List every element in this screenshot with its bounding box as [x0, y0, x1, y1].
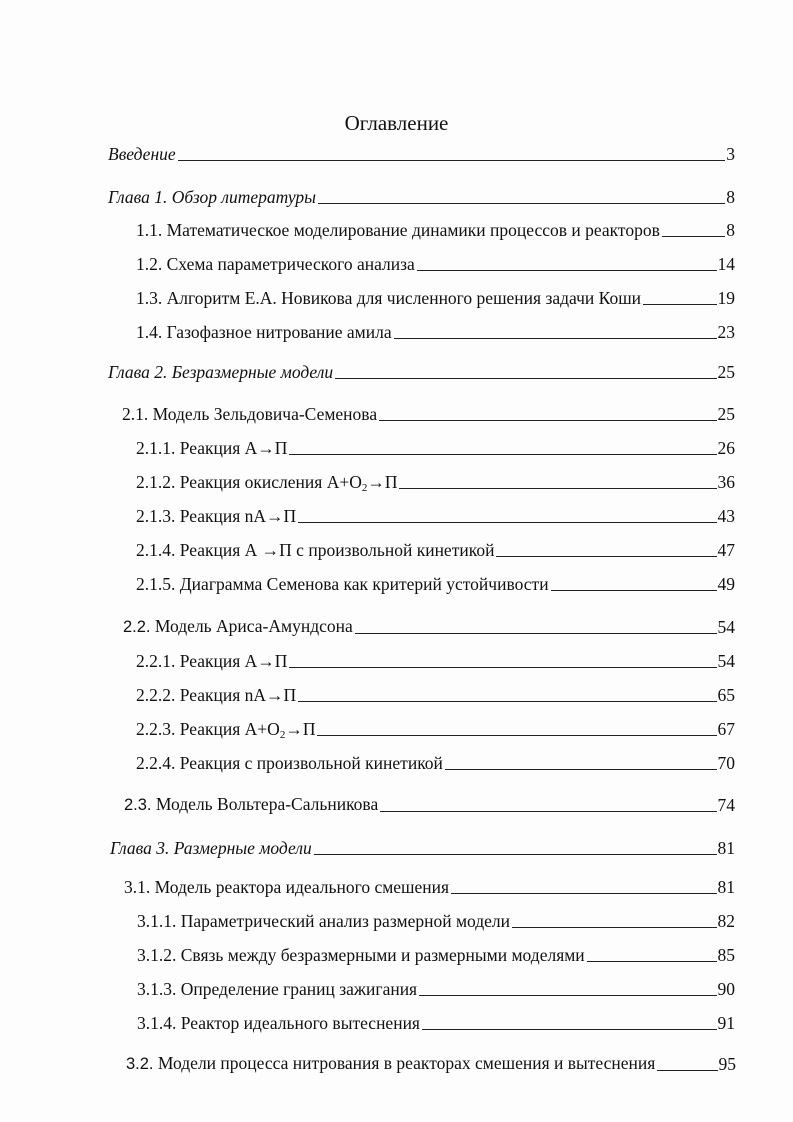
- toc-entry-2-2-1[interactable]: [136, 648, 735, 672]
- toc-entry-label: Глава 2. Безразмерные модели: [108, 362, 334, 382]
- toc-leader-line: [380, 811, 716, 812]
- toc-entry-1-3[interactable]: [136, 285, 735, 309]
- toc-page-number: 3: [726, 144, 735, 164]
- toc-leader-line: [289, 667, 716, 668]
- toc-entry-label: 3.1.4. Реактор идеального вытеснения: [137, 1013, 420, 1033]
- toc-page-number: 70: [717, 753, 735, 773]
- toc-page-number: 49: [717, 574, 735, 594]
- toc-page-number: 82: [717, 911, 735, 931]
- toc-entry-introduction[interactable]: [108, 141, 735, 165]
- toc-entry-label: 2.1.5. Диаграмма Семенова как критерий устойчивости: [136, 574, 549, 594]
- toc-page-number: 25: [717, 404, 735, 424]
- toc-entry-chapter-2[interactable]: [108, 359, 735, 383]
- toc-entry-label: 2.1.2. Реакция окисления $А+O_2\to П$: [136, 472, 398, 494]
- toc-page-number: 74: [717, 795, 735, 815]
- toc-page-number: 85: [717, 945, 735, 965]
- toc-entry-label: 2.1.4. Реакция А →П с произвольной кинетикой: [136, 540, 495, 560]
- toc-leader-line: [496, 556, 716, 557]
- toc-leader-line: [399, 488, 716, 489]
- toc-entry-label: 2.1. Модель Зельдовича-Семенова: [122, 404, 378, 424]
- toc-page-number: 14: [717, 254, 735, 274]
- toc-entry-label: 2.2.1. Реакция А→П: [136, 651, 288, 671]
- toc-entry-chapter-1[interactable]: [108, 184, 735, 208]
- toc-entry-2-1[interactable]: [122, 401, 735, 425]
- toc-page-number: 54: [717, 651, 735, 671]
- toc-leader-line: [314, 854, 717, 855]
- toc-leader-line: [379, 420, 716, 421]
- toc-entry-label: 2.2.2. Реакция nA→П: [136, 685, 297, 705]
- toc-leader-line: [662, 236, 725, 237]
- toc-leader-line: [289, 454, 716, 455]
- toc-leader-line: [298, 701, 716, 702]
- toc-entry-label: 1.4. Газофазное нитрование амила: [136, 322, 392, 342]
- toc-leader-line: [417, 270, 717, 271]
- toc-entry-label: 3.1.3. Определение границ зажигания: [137, 979, 418, 999]
- toc-leader-line: [317, 735, 716, 736]
- toc-entry-2-1-5[interactable]: [136, 571, 735, 595]
- toc-entry-2-1-3[interactable]: [136, 503, 735, 527]
- toc-entry-1-2[interactable]: [136, 251, 735, 275]
- toc-entry-2-2-2[interactable]: [136, 682, 735, 706]
- toc-entry-label: 2.2.3. Реакция $А+O_2\to П$: [136, 719, 316, 741]
- toc-entry-2-2-3[interactable]: [136, 716, 735, 740]
- toc-entry-3-1-1[interactable]: [137, 908, 735, 932]
- toc-entry-1-4[interactable]: [136, 319, 735, 343]
- toc-page-number: 95: [718, 1054, 736, 1074]
- toc-leader-line: [657, 1070, 717, 1071]
- toc-leader-line: [445, 769, 717, 770]
- toc-page-number: 8: [726, 220, 735, 240]
- toc-entry-2-2-4[interactable]: [136, 750, 735, 774]
- toc-page-number: 25: [717, 362, 735, 382]
- toc-entry-2-3[interactable]: [124, 792, 735, 816]
- toc-page-number: 81: [717, 877, 735, 897]
- toc-entry-3-2[interactable]: [126, 1051, 736, 1075]
- toc-entry-label: 1.3. Алгоритм Е.А. Новикова для численного решения задачи Коши: [136, 288, 642, 308]
- toc-entry-label: 2.2. Модель Ариса-Амундсона: [123, 616, 353, 636]
- toc-entry-label: 3.2. Модели процесса нитрования в реакторах смешения и вытеснения: [126, 1053, 656, 1073]
- toc-leader-line: [451, 893, 716, 894]
- toc-entry-label: Введение: [108, 144, 176, 164]
- toc-leader-line: [335, 378, 716, 379]
- toc-page-number: 47: [717, 540, 735, 560]
- toc-entry-1-1[interactable]: [136, 217, 735, 241]
- toc-entry-label: 3.1. Модель реактора идеального смешения: [124, 877, 450, 897]
- toc-entry-3-1-4[interactable]: [137, 1010, 735, 1034]
- toc-page-number: 19: [717, 288, 735, 308]
- toc-entry-2-1-1[interactable]: [136, 435, 735, 459]
- toc-entry-label: 2.1.1. Реакция А→П: [136, 438, 288, 458]
- toc-entry-label: 2.3. Модель Вольтера-Сальникова: [124, 794, 379, 814]
- toc-page-number: 54: [717, 617, 735, 637]
- toc-entry-label: 2.1.3. Реакция nA→П: [136, 506, 297, 526]
- toc-page-number: 8: [726, 187, 735, 207]
- toc-page-number: 90: [717, 979, 735, 999]
- toc-entry-2-1-4[interactable]: [136, 537, 735, 561]
- toc-entry-2-2[interactable]: [123, 614, 735, 638]
- toc-entry-label: 2.2.4. Реакция с произвольной кинетикой: [136, 753, 443, 773]
- toc-leader-line: [178, 160, 726, 161]
- toc-entry-2-1-2[interactable]: [136, 469, 735, 493]
- toc-entry-label: 1.2. Схема параметрического анализа: [136, 254, 415, 274]
- toc-entry-label: Глава 1. Обзор литературы: [108, 187, 317, 207]
- page-title: Оглавление: [344, 111, 449, 135]
- toc-leader-line: [298, 522, 716, 523]
- toc-leader-line: [318, 203, 725, 204]
- toc-entry-label: Глава 3. Размерные модели: [110, 838, 312, 858]
- toc-page-number: 36: [717, 472, 735, 492]
- toc-page-number: 43: [717, 506, 735, 526]
- toc-leader-line: [422, 1029, 717, 1030]
- toc-leader-line: [419, 995, 716, 996]
- toc-entry-3-1-2[interactable]: [137, 942, 735, 966]
- toc-page-number: 65: [717, 685, 735, 705]
- toc-page-number: 26: [717, 438, 735, 458]
- toc-entry-chapter-3[interactable]: [110, 835, 735, 859]
- toc-leader-line: [551, 590, 717, 591]
- toc-page-number: 67: [717, 719, 735, 739]
- toc-entry-3-1[interactable]: [124, 874, 735, 898]
- toc-leader-line: [355, 633, 717, 634]
- toc-entry-label: 3.1.2. Связь между безразмерными и размерными моделями: [137, 945, 585, 965]
- toc-page-number: 91: [717, 1013, 735, 1033]
- toc-entry-3-1-3[interactable]: [137, 976, 735, 1000]
- toc-entry-label: 3.1.1. Параметрический анализ размерной модели: [137, 911, 511, 931]
- toc-page-number: 81: [717, 838, 735, 858]
- toc-entry-label: 1.1. Математическое моделирование динамики процессов и реакторов: [136, 220, 660, 240]
- toc-page-number: 23: [717, 322, 735, 342]
- toc-leader-line: [587, 961, 717, 962]
- toc-leader-line: [394, 338, 717, 339]
- toc-leader-line: [512, 927, 716, 928]
- toc-leader-line: [643, 304, 716, 305]
